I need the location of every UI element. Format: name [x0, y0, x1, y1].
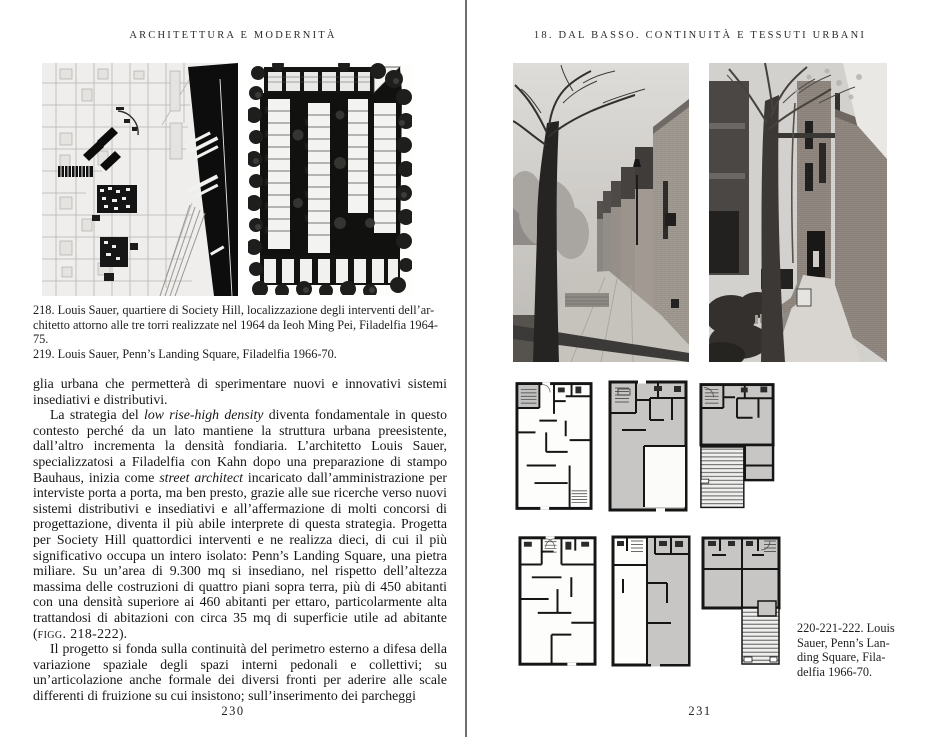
photo-220-street-view: [513, 63, 689, 362]
running-head-left: ARCHITETTURA E MODERNITÀ: [129, 30, 337, 41]
floor-plan-5: [610, 535, 692, 667]
floor-plan-2: [608, 380, 688, 512]
folio-right: 231: [688, 704, 712, 718]
caption-220-222: 220-221-222. Louis Sauer, Penn’s Lan- ding Square, Fila- delfia 1966-70.: [797, 621, 895, 680]
photo-221-courtyard: [709, 63, 887, 362]
floor-plan-6: [700, 535, 782, 670]
floor-plan-4: [518, 535, 597, 667]
figure-218-city-map: [42, 63, 238, 296]
figure-219-site-plan: [248, 63, 412, 295]
body-paragraph: Il progetto si fonda sulla continuità del perimetro esterno a difesa della variazione spaziale degli spazi interni pedonali e collettivi; su un’articolazione anche formale dei diversi fronti per aderire alle scale differenti di fruizione su cui insistono; sull’inserimento dei parcheggi: [33, 641, 447, 703]
body-text: [33, 376, 447, 703]
floor-plan-1: [515, 380, 593, 512]
floor-plan-3: [698, 380, 776, 512]
caption-218-219: 218. Louis Sauer, quartiere di Society Hill, localizzazione degli interventi dell’ar- chitetto attorno alle tre torri realizzate nel 1964 da Ieoh Ming Pei, Filadelfia 1964- 75. 219. Louis Sauer, Penn’s Landing Square, Filadelfia 1966-70.: [33, 303, 438, 362]
folio-left: 230: [221, 704, 245, 718]
body-paragraph: La strategia del low rise-high density diventa fondamentale in questo contesto perché da un lato mantiene la struttura urbana preesistente, dall’altro incrementa la densità fondiaria. L’architetto Louis Sauer, specializzatosi a Filadelfia con Kahn dopo una preparazione di stampo Bauhaus, inizia come street architect incaricato dall’amministrazione per interviste porta a porta, ma ben presto, grazie alle sue ricerche verso nuovi sistemi distributivi e insediativi e all’affermazione di molti concorsi di progettazione, diventa il più abile interprete di questa strategia. Progetta per Society Hill quattordici interventi e ne realizza dieci, di cui il più significativo occupa un intero isolato: Penn’s Landing Square, una pietra miliare. Su un’area di 9.300 mq si insediano, nel rispetto dell’altezza massima delle costruzioni di quattro piani sopra terra, più di 450 abitanti con una densità superiore ai 460 abitanti per ettaro, particolarmente alta trattandosi di abitazioni con circa 35 mq di superficie utile ad abitante (figg. 218-222).: [33, 407, 447, 641]
right-page: [467, 0, 933, 737]
body-paragraph: glia urbana che permetterà di sperimentare nuovi e innovativi sistemi insediativi e distributivi.: [33, 376, 447, 407]
left-page: [0, 0, 466, 737]
running-head-right: 18. DAL BASSO. CONTINUITÀ E TESSUTI URBANI: [533, 30, 867, 41]
